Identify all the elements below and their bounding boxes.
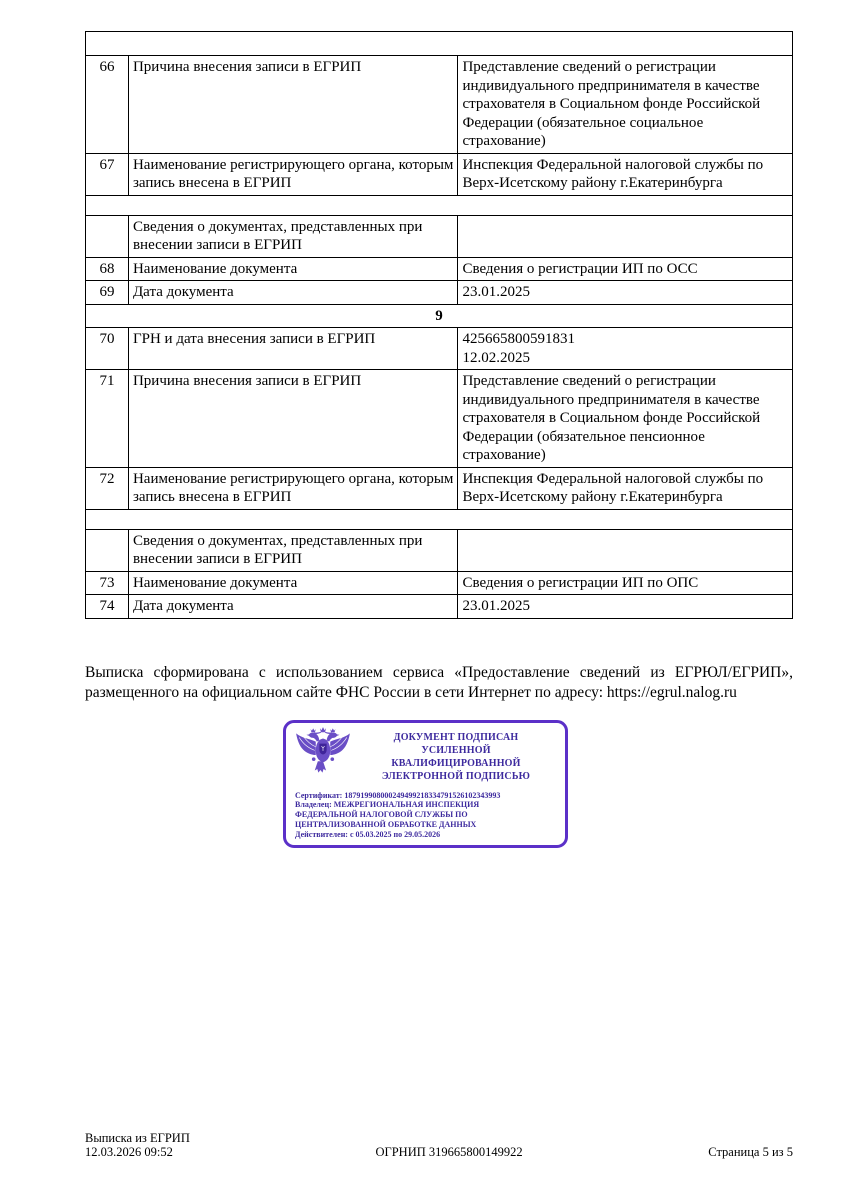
spacer-cell (86, 32, 793, 56)
spacer-cell (86, 195, 793, 215)
section-number: 9 (86, 304, 793, 328)
row-value (458, 328, 793, 370)
row-value: 23.01.2025 (458, 595, 793, 619)
row-label: Причина внесения записи в ЕГРИП (128, 370, 458, 468)
row-label: Наименование регистрирующего органа, которым запись внесена в ЕГРИП (128, 153, 458, 195)
row-number: 70 (86, 328, 129, 370)
extract-note: Выписка сформирована с использованием сервиса «Предоставление сведений из ЕГРЮЛ/ЕГРИП», размещенного на официальном сайте ФНС России в сети Интернет по адресу: https://egrul.nalog.ru (85, 663, 793, 701)
table-row-70 (86, 328, 793, 370)
subheader-label: Сведения о документах, представленных при внесении записи в ЕГРИП (128, 529, 458, 571)
row-number (86, 529, 129, 571)
egrip-records-table (85, 31, 793, 619)
page-footer (85, 1132, 793, 1159)
row-label: Наименование регистрирующего органа, которым запись внесена в ЕГРИП (128, 467, 458, 509)
row-number: 66 (86, 56, 129, 154)
row-value: Представление сведений о регистрации индивидуального предпринимателя в качестве страхователя в Социальном фонде Российской Федерации (обязательное пенсионное страхование) (458, 370, 793, 468)
row-value: Представление сведений о регистрации индивидуального предпринимателя в качестве страхователя в Социальном фонде Российской Федерации (обязательное социальное страхование) (458, 56, 793, 154)
table-row-69 (86, 281, 793, 305)
table-row-67 (86, 153, 793, 195)
row-number: 68 (86, 257, 129, 281)
row-number: 71 (86, 370, 129, 468)
row-value: Сведения о регистрации ИП по ОСС (458, 257, 793, 281)
documents-subheader-row (86, 215, 793, 257)
coat-of-arms-icon (292, 726, 356, 788)
row-value (458, 215, 793, 257)
row-label: Дата документа (128, 281, 458, 305)
row-label: ГРН и дата внесения записи в ЕГРИП (128, 328, 458, 370)
row-label: Наименование документа (128, 571, 458, 595)
signature-stamp (283, 720, 568, 848)
grn-date: 12.02.2025 (462, 349, 530, 366)
spacer-cell (86, 509, 793, 529)
row-number: 74 (86, 595, 129, 619)
footer-left (85, 1132, 190, 1159)
stamp-validity: Действителен: с 05.03.2025 по 29.05.2026 (295, 829, 441, 839)
row-label: Причина внесения записи в ЕГРИП (128, 56, 458, 154)
footer-doc-type: Выписка из ЕГРИП (85, 1131, 190, 1145)
row-number (86, 215, 129, 257)
stamp-title-line3: ЭЛЕКТРОННОЙ ПОДПИСЬЮ (381, 770, 531, 782)
stamp-owner: Владелец: МЕЖРЕГИОНАЛЬНАЯ ИНСПЕКЦИЯ ФЕДЕРАЛЬНОЙ НАЛОГОВОЙ СЛУЖБЫ ПО ЦЕНТРАЛИЗОВАННОЙ ОБРАБОТКЕ ДАННЫХ (295, 800, 480, 829)
grn-number: 425665800591831 (462, 331, 575, 347)
table-row-68 (86, 257, 793, 281)
spacer-row (86, 509, 793, 529)
row-value: Инспекция Федеральной налоговой службы по Верх-Исетскому району г.Екатеринбурга (458, 467, 793, 509)
stamp-certificate: Сертификат: 187919908000249499218334791526102343993 (295, 790, 501, 800)
stamp-title-line1: ДОКУМЕНТ ПОДПИСАН (393, 731, 519, 743)
section-number-row (86, 304, 793, 328)
table-row-66 (86, 56, 793, 154)
table-row-74 (86, 595, 793, 619)
row-number: 67 (86, 153, 129, 195)
table-row-71 (86, 370, 793, 468)
footer-ogrnip: ОГРНИП 319665800149922 (375, 1144, 523, 1159)
table-row-72 (86, 467, 793, 509)
row-number: 72 (86, 467, 129, 509)
row-label: Дата документа (128, 595, 458, 619)
stamp-title-line2: УСИЛЕННОЙ КВАЛИФИЦИРОВАННОЙ (391, 744, 521, 769)
table-row-73 (86, 571, 793, 595)
footer-page-info: Страница 5 из 5 (708, 1144, 793, 1159)
documents-subheader-row (86, 529, 793, 571)
row-value: 23.01.2025 (458, 281, 793, 305)
spacer-row (86, 32, 793, 56)
subheader-label: Сведения о документах, представленных при внесении записи в ЕГРИП (128, 215, 458, 257)
stamp-title (356, 731, 556, 783)
row-value: Сведения о регистрации ИП по ОПС (458, 571, 793, 595)
row-label: Наименование документа (128, 257, 458, 281)
row-number: 73 (86, 571, 129, 595)
spacer-row (86, 195, 793, 215)
row-value: Инспекция Федеральной налоговой службы по Верх-Исетскому району г.Екатеринбурга (458, 153, 793, 195)
row-number: 69 (86, 281, 129, 305)
row-value (458, 529, 793, 571)
footer-datetime: 12.03.2026 09:52 (85, 1144, 173, 1159)
